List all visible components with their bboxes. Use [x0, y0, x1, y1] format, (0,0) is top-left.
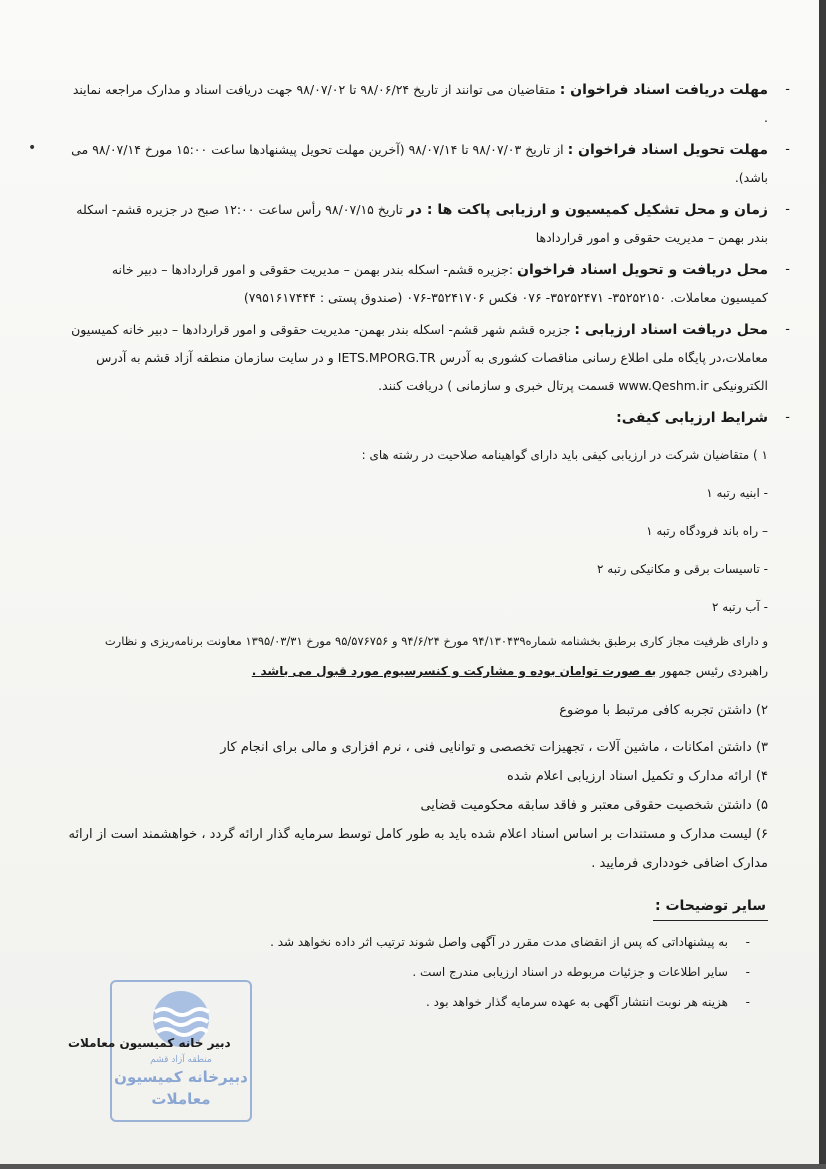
field-item: – راه باند فرودگاه رتبه ۱: [646, 524, 768, 538]
section-title: محل دریافت و تحویل اسناد فراخوان: [517, 262, 768, 278]
capacity-line-2: [68, 656, 768, 686]
section-text: تاریخ ۹۸/۰۷/۱۵ رأس ساعت ۱۲:۰۰ صبح در جزیره قشم- اسکله بندر بهمن – مدیریت حقوقی و امور قراردادها: [76, 202, 768, 245]
field-item: - ابنیه رتبه ۱: [706, 486, 768, 500]
section-title: مهلت دریافت اسناد فراخوان :: [559, 82, 768, 98]
bullet: -: [785, 262, 790, 277]
capacity-emphasis: به صورت توامان بوده و مشارکت و کنسرسیوم مورد قبول می باشد .: [251, 664, 657, 678]
section-title: زمان و محل تشکیل کمیسیون و ارزیابی پاکت ها : در: [406, 202, 768, 218]
section-text: جزیره قشم شهر قشم- اسکله بندر بهمن- مدیریت حقوقی و امور قراردادها – دبیر خانه کمیسیون معاملات،در پایگاه ملی اطلاع رسانی مناقصات کشوری به آدرس IETS.MPORG.TR و در سایت سازمان منطقه آزاد قشم به آدرس الکترونیکی www.Qeshm.ir قسمت پرتال خبری و سازمانی ) دریافت کنند.: [71, 322, 768, 393]
quality-title: شرایط ارزیابی کیفی:: [616, 410, 768, 426]
bullet: -: [785, 322, 790, 337]
section-submit-deadline: [68, 136, 790, 192]
section-commission-time-place: [68, 196, 790, 252]
stamp-line-1: دبیرخانه کمیسیون: [114, 1068, 248, 1086]
section-text: از تاریخ ۹۸/۰۷/۰۳ تا ۹۸/۰۷/۱۴ (آخرین مهلت تحویل پیشنهادها ساعت ۱۵:۰۰ مورخ ۹۸/۰۷/۱۴ می باشد).: [71, 142, 768, 185]
bullet: -: [785, 82, 790, 97]
field-item: - آب رتبه ۲: [711, 600, 768, 614]
other-title: سایر توضیحات :: [653, 892, 768, 921]
official-stamp: [110, 980, 252, 1122]
numbered-item: ۶) لیست مدارک و مستندات بر اساس اسناد اعلام شده باید به طور کامل توسط سرمایه گذار ارائه گردد ، خواهشمند است از ارائه مدارک اضافی خودداری فرمایید .: [68, 827, 768, 871]
scan-edge-right: [819, 0, 826, 1169]
numbered-item: ۳) داشتن امکانات ، ماشین آلات ، تجهیزات تخصصی و توانایی فنی ، نرم افزاری و مالی برای انجام کار: [220, 740, 768, 755]
section-title: مهلت تحویل اسناد فراخوان :: [567, 142, 768, 158]
quality-intro: ۱ ) متقاضیان شرکت در ارزیابی کیفی باید دارای گواهینامه صلاحیت در رشته های :: [361, 448, 768, 462]
bullet: -: [785, 410, 790, 425]
section-text: متقاضیان می توانند از تاریخ ۹۸/۰۶/۲۴ تا ۹۸/۰۷/۰۲ جهت دریافت اسناد و مدارک مراجعه نمایند .: [72, 82, 768, 125]
margin-mark: •: [28, 140, 37, 156]
note-item: - هزینه هر نوبت انتشار آگهی به عهده سرمایه گذار خواهد بود .: [426, 995, 750, 1009]
numbered-item: ۴) ارائه مدارک و تکمیل اسناد ارزیابی اعلام شده: [507, 769, 768, 784]
section-title: محل دریافت اسناد ارزیابی :: [574, 322, 768, 338]
document-body: [68, 76, 790, 1017]
numbered-item: ۵) داشتن شخصیت حقوقی معتبر و فاقد سابقه محکومیت قضایی: [420, 798, 768, 813]
stamp-line-2: معاملات: [151, 1090, 211, 1108]
stamp-small-text: منطقه آزاد قشم: [150, 1055, 212, 1065]
field-item: - تاسیسات برقی و مکانیکی رتبه ۲: [597, 562, 768, 576]
bullet: -: [785, 142, 790, 157]
signer-label: دبیر خانه کمیسیون معاملات: [68, 1036, 231, 1050]
other-notes-heading: [68, 892, 768, 921]
note-item: - سایر اطلاعات و جزئیات مربوطه در اسناد ارزیابی مندرج است .: [412, 965, 750, 979]
section-text: :جزیره قشم- اسکله بندر بهمن – مدیریت حقوقی و امور قراردادها – دبیر خانه کمیسیون معاملات. ۳۵۲۵۲۱۵۰- ۳۵۲۵۲۴۷۱- ۰۷۶ فکس ۳۵۲۴۱۷۰۶-۰۷۶ (صندوق پستی : ۷۹۵۱۶۱۷۴۴۴): [111, 262, 768, 305]
section-receive-deadline: [68, 76, 790, 132]
numbered-item: ۲) داشتن تجربه کافی مرتبط با موضوع: [559, 703, 768, 718]
section-quality-criteria: [68, 404, 790, 432]
scan-edge-bottom: [0, 1164, 826, 1169]
capacity-plain: راهبردی رئیس جمهور: [660, 664, 768, 678]
capacity-line: و دارای ظرفیت مجاز کاری برطبق بخشنامه شماره۹۴/۱۳۰۴۳۹ مورخ ۹۴/۶/۲۴ و ۹۵/۵۷۶۷۵۶ مورخ ۱۳۹۵/۰۳/۳۱ معاونت برنامه‌ریزی و نظارت: [104, 634, 768, 648]
section-evaluation-docs-place: [68, 316, 790, 400]
section-receive-deliver-place: [68, 256, 790, 312]
note-item: - به پیشنهاداتی که پس از انقضای مدت مقرر در آگهی واصل شوند ترتیب اثر داده نخواهد شد .: [270, 935, 750, 949]
bullet: -: [785, 202, 790, 217]
